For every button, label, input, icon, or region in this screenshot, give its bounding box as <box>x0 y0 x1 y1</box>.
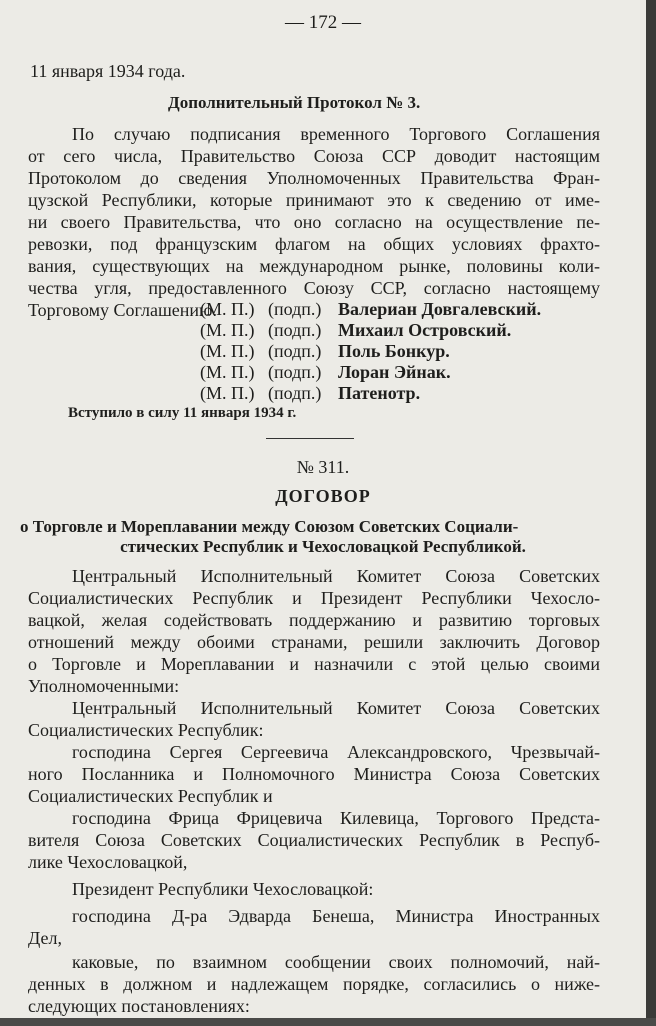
treaty-line: Центральный Исполнительный Комитет Союза Советских <box>72 566 600 586</box>
protocol-line: ревозки, под французским флагом на общих условиях фрахто- <box>28 234 600 254</box>
protocol-line: ни своего Правительства, что оно согласно на осуществление пе- <box>28 212 600 232</box>
treaty-line: денных в должном и надлежащем порядке, согласились о ниже- <box>28 974 600 994</box>
seal-mark: (М. П.) <box>200 362 255 382</box>
seal-mark: (М. П.) <box>200 320 255 340</box>
treaty-line: Дел, <box>28 928 62 948</box>
scan-edge <box>0 1018 656 1026</box>
treaty-line: Социалистических Республик и Президент Республики Чехосло- <box>28 588 600 608</box>
treaty-heading: ДОГОВОР <box>275 486 371 506</box>
treaty-subheading: стических Республик и Чехословацкой Республикой. <box>120 537 526 556</box>
signatory-name: Валериан Довгалевский. <box>338 299 542 319</box>
protocol-title: Дополнительный Протокол № 3. <box>168 93 421 112</box>
treaty-number: № 311. <box>296 457 350 477</box>
seal-mark: (М. П.) <box>200 383 255 403</box>
treaty-line: о Торговле и Мореплавании и назначили с этой целью своими <box>28 654 600 674</box>
scan-edge <box>646 0 656 1026</box>
signed-mark: (подп.) <box>268 383 322 403</box>
treaty-line: Президент Республики Чехословацкой: <box>72 879 374 899</box>
treaty-line: следующих постановлениях: <box>28 996 250 1016</box>
signed-mark: (подп.) <box>268 320 322 340</box>
signed-mark: (подп.) <box>268 362 322 382</box>
treaty-line: Социалистических Республик и <box>28 786 273 806</box>
protocol-line: чества угля, предоставленного Союзу ССР, согласно настоящему <box>28 278 600 298</box>
protocol-line: от сего числа, Правительство Союза ССР доводит настоящим <box>28 146 600 166</box>
signatory-name: Лоран Эйнак. <box>338 362 451 382</box>
treaty-line: Социалистических Республик: <box>28 720 264 740</box>
protocol-line: Протоколом до сведения Уполномоченных Правительства Фран- <box>28 168 600 188</box>
treaty-line: ного Посланника и Полномочного Министра Союза Советских <box>28 764 600 784</box>
treaty-line: господина Д-ра Эдварда Бенеша, Министра Иностранных <box>72 906 600 926</box>
seal-mark: (М. П.) <box>200 341 255 361</box>
signature-row <box>200 340 450 362</box>
signed-mark: (подп.) <box>268 341 322 361</box>
document-date: 11 января 1934 года. <box>30 61 186 81</box>
signatory-name: Поль Бонкур. <box>338 341 450 361</box>
treaty-line: вителя Союза Советских Социалистических Республик в Респуб- <box>28 830 600 850</box>
treaty-line: каковые, по взаимном сообщении своих полномочий, най- <box>72 952 600 972</box>
treaty-line: Уполномоченными: <box>28 676 180 696</box>
section-divider <box>266 438 354 439</box>
seal-mark: (М. П.) <box>200 299 255 319</box>
protocol-line: вания, существующих на международном рынке, половины коли- <box>28 256 600 276</box>
treaty-subheading: о Торговле и Мореплавании между Союзом Советских Социали- <box>20 517 519 536</box>
signatory-name: Михаил Островский. <box>338 320 512 340</box>
signature-row <box>200 361 451 383</box>
entry-into-force: Вступило в силу 11 января 1934 г. <box>68 405 297 421</box>
signed-mark: (подп.) <box>268 299 322 319</box>
signature-row <box>200 298 541 320</box>
treaty-line: Центральный Исполнительный Комитет Союза Советских <box>72 698 600 718</box>
signature-row <box>200 319 511 341</box>
treaty-line: господина Сергея Сергеевича Александровского, Чрезвычай- <box>72 742 600 762</box>
treaty-line: господина Фрица Фрицевича Килевица, Торгового Предста- <box>72 808 600 828</box>
protocol-line: Торговому Соглашению. <box>28 300 218 320</box>
protocol-line: цузской Республики, которые принимают это к сведению от име- <box>28 190 600 210</box>
treaty-line: вацкой, желая содействовать поддержанию и развитию торговых <box>28 610 600 630</box>
protocol-line: По случаю подписания временного Торгового Соглашения <box>72 124 600 144</box>
treaty-line: лике Чехословацкой, <box>28 852 188 872</box>
page-number: — 172 — <box>285 12 361 33</box>
signature-row <box>200 382 420 404</box>
treaty-line: отношений между обоими странами, решили заключить Договор <box>28 632 600 652</box>
signatory-name: Патенотр. <box>338 383 421 403</box>
